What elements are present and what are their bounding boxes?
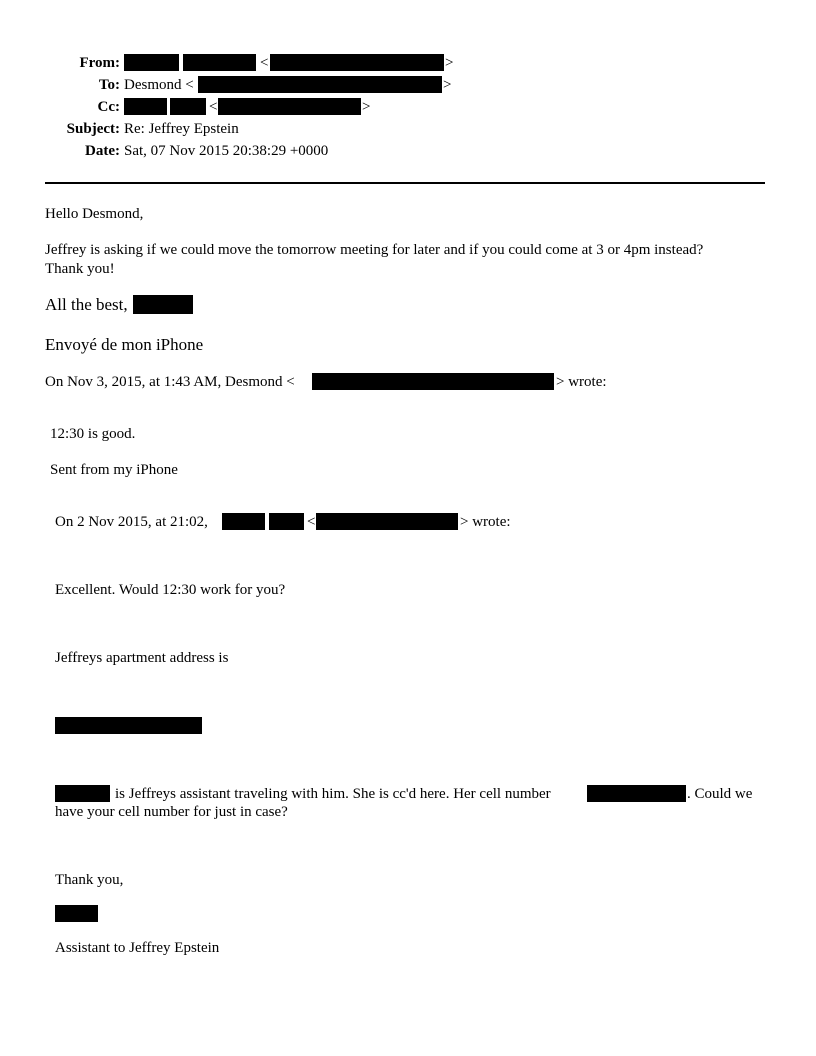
- redaction-quote2-first-name: [222, 513, 265, 530]
- request-line-1: Jeffrey is asking if we could move the tomorrow meeting for later and if you could come at 3 or 4pm instead?: [45, 242, 704, 258]
- redaction-to-email: [198, 76, 442, 93]
- redaction-cell-number: [587, 785, 686, 802]
- quote2-signature: Assistant to Jeffrey Epstein: [55, 940, 220, 956]
- quote1-text: 12:30 is good.: [50, 426, 136, 442]
- from-lt: <: [260, 55, 269, 71]
- request-line-2: Thank you!: [45, 261, 115, 277]
- quote1-intro: On Nov 3, 2015, at 1:43 AM, Desmond <: [45, 374, 295, 390]
- redaction-cc-first-name: [124, 98, 167, 115]
- sent-from-iphone-fr: Envoyé de mon iPhone: [45, 335, 204, 354]
- signoff: All the best,: [45, 295, 128, 314]
- from-gt: >: [445, 55, 454, 71]
- redaction-cc-email: [218, 98, 361, 115]
- to-gt: >: [443, 77, 452, 93]
- header-divider: [45, 182, 765, 184]
- quote2-intro: On 2 Nov 2015, at 21:02,: [55, 514, 208, 530]
- greeting: Hello Desmond,: [45, 206, 144, 222]
- redaction-cc-last-name: [170, 98, 206, 115]
- redaction-from-last-name: [183, 54, 256, 71]
- cc-label: Cc:: [97, 99, 120, 115]
- cc-gt: >: [362, 99, 371, 115]
- quote2-wrote: > wrote:: [460, 514, 511, 530]
- redaction-from-email: [270, 54, 444, 71]
- redaction-signature-name: [55, 905, 98, 922]
- redaction-assistant-name: [55, 785, 110, 802]
- cc-lt: <: [209, 99, 218, 115]
- quote2-excellent: Excellent. Would 12:30 work for you?: [55, 582, 286, 598]
- redaction-from-first-name: [124, 54, 179, 71]
- redaction-signoff-name: [133, 295, 193, 314]
- from-label: From:: [79, 55, 120, 71]
- quote2-assistant-text: is Jeffreys assistant traveling with him. She is cc'd here. Her cell number: [115, 786, 551, 802]
- quote1-sent-from: Sent from my iPhone: [50, 462, 178, 478]
- to-name: Desmond <: [124, 77, 194, 93]
- quote1-wrote: > wrote:: [556, 374, 607, 390]
- quote2-could-we: . Could we: [687, 786, 753, 802]
- date-value: Sat, 07 Nov 2015 20:38:29 +0000: [124, 143, 329, 159]
- date-label: Date:: [85, 143, 120, 159]
- subject-label: Subject:: [66, 121, 120, 137]
- redaction-quote1-email: [312, 373, 554, 390]
- subject-value: Re: Jeffrey Epstein: [124, 121, 239, 137]
- redaction-quote2-email: [316, 513, 458, 530]
- quote2-thanks: Thank you,: [55, 872, 124, 888]
- quote2-lt: <: [307, 514, 316, 530]
- to-label: To:: [98, 77, 120, 93]
- quote2-address-intro: Jeffreys apartment address is: [55, 650, 229, 666]
- quote2-line-2: have your cell number for just in case?: [55, 804, 288, 820]
- redaction-address: [55, 717, 202, 734]
- redaction-quote2-last-name: [269, 513, 304, 530]
